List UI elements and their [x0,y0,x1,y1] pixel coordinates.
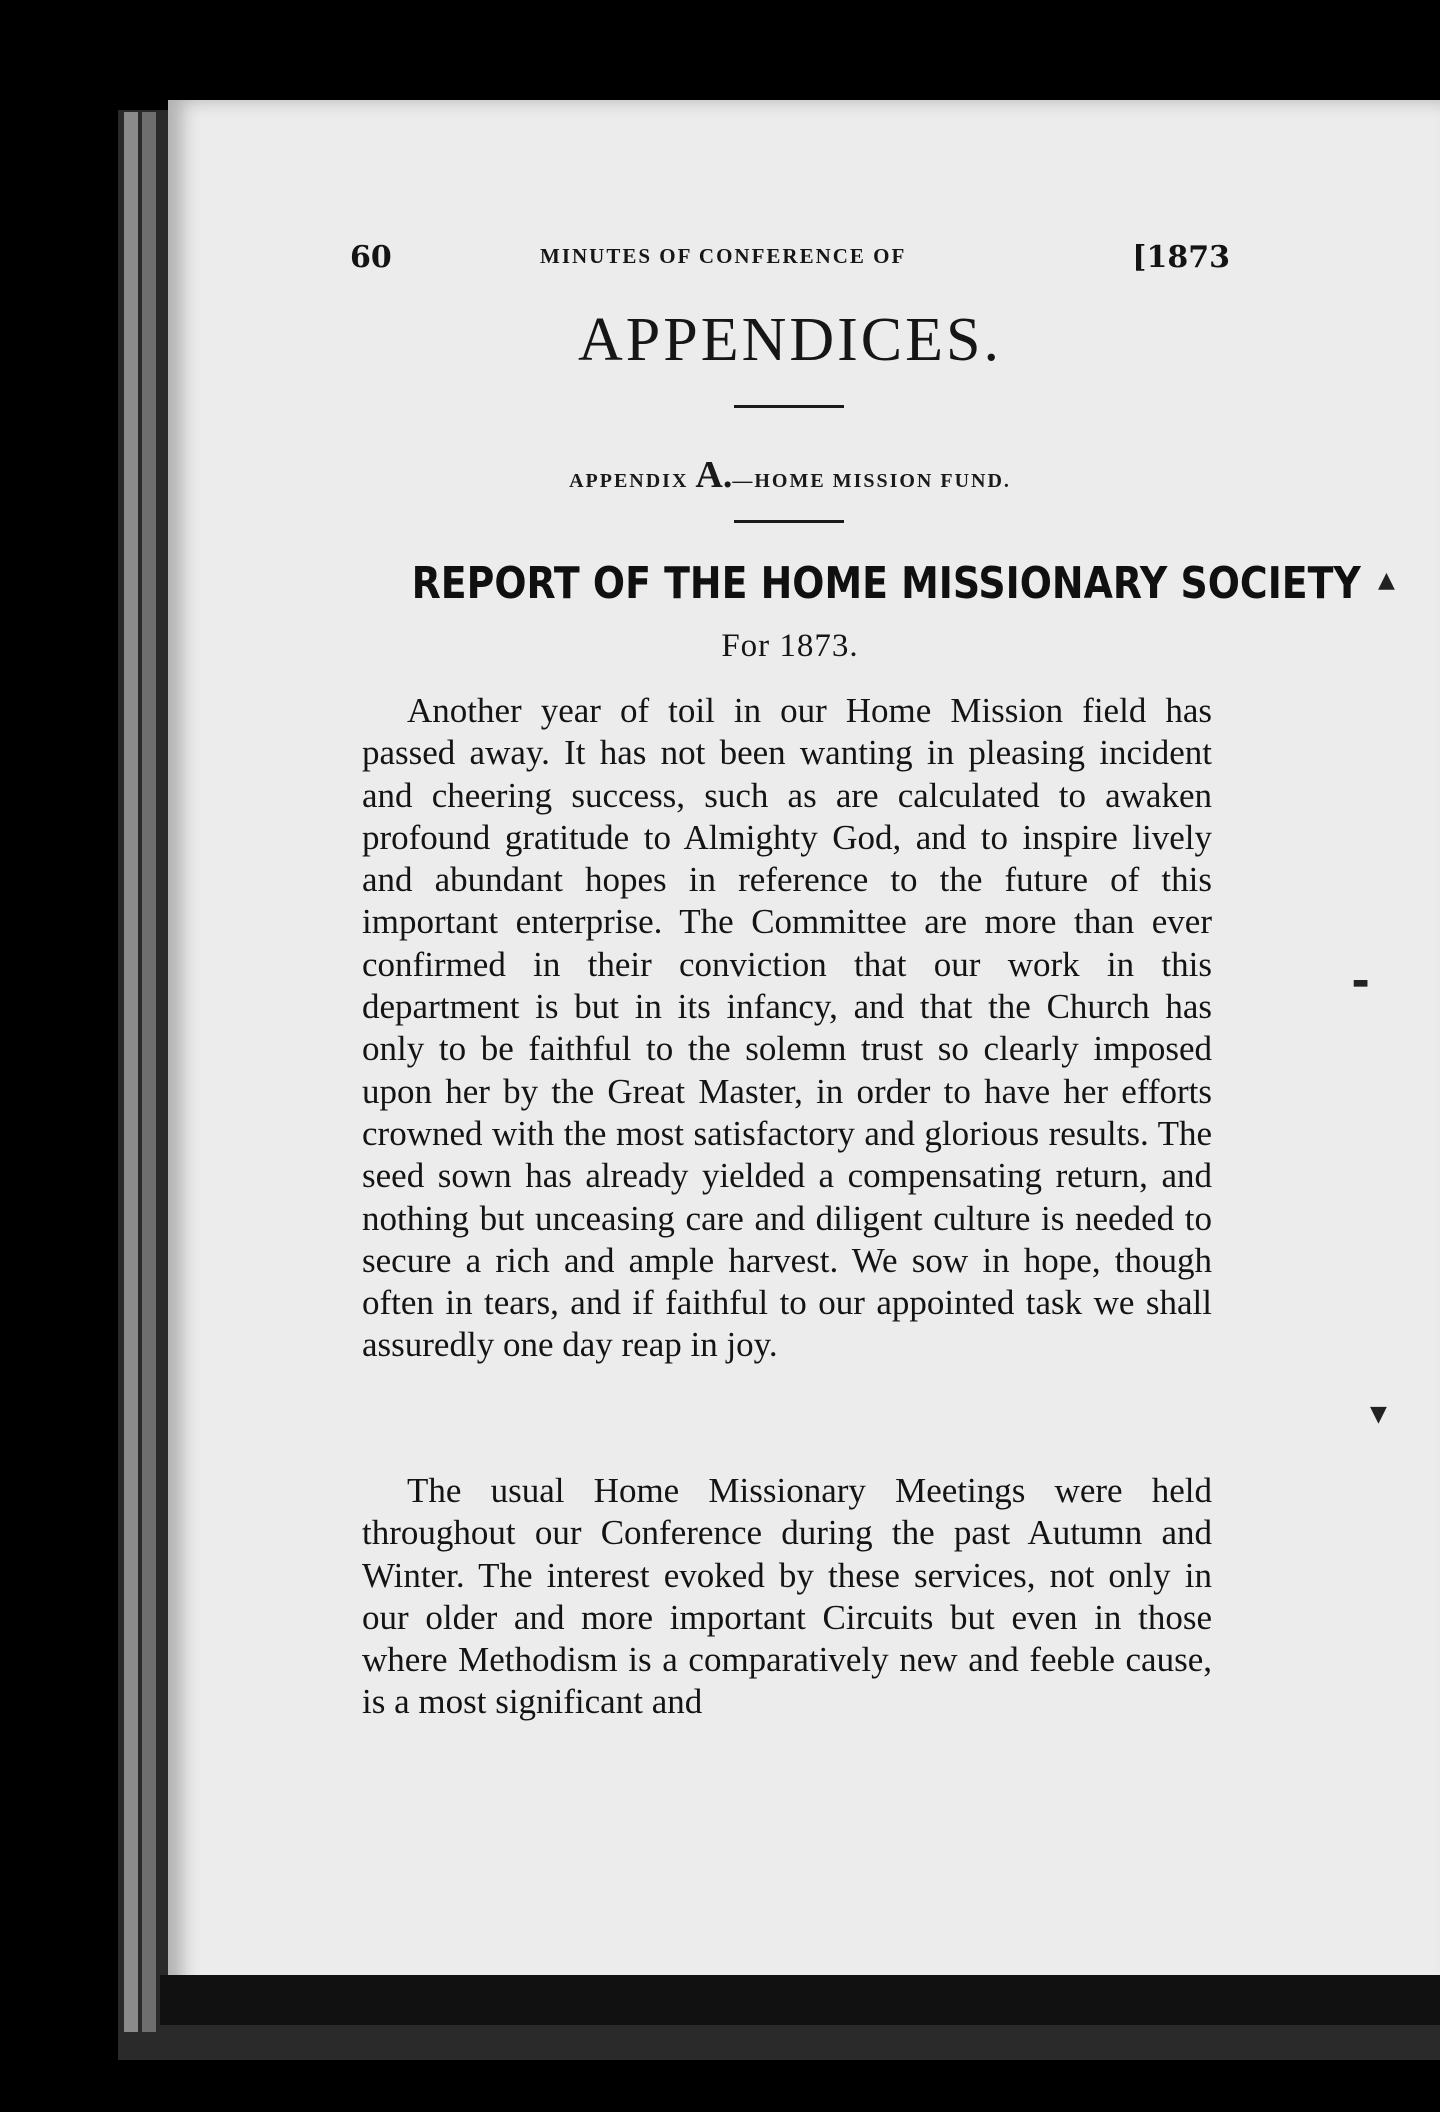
body-paragraph [362,690,1212,1367]
bottom-shadow [160,1975,1440,2025]
appendix-title: —HOME MISSION FUND. [732,470,1011,492]
running-title: MINUTES OF CONFERENCE OF [540,244,907,268]
margin-speck: ▼ [1370,1402,1387,1427]
report-title: REPORT OF THE HOME MISSIONARY SOCIETY [411,558,1361,609]
page-edge [124,112,138,2032]
page-number: 60 [350,240,392,275]
appendix-prefix: APPENDIX [569,470,689,492]
margin-speck: ▬ [1352,972,1370,993]
margin-speck: ▲ [1378,568,1395,593]
running-year: [1873 [1132,240,1230,275]
running-head [350,240,1230,280]
divider-rule [734,520,844,523]
appendix-letter: A. [695,454,733,496]
body-paragraph [362,1470,1212,1724]
page-edge [142,112,156,2032]
paragraph-text: Another year of toil in our Home Mission field has passed away. It has not been wanting in pleasing incident and cheering success, such as are calculated to awaken profound gratitude to Almighty God, and to inspire lively and abundant hopes in reference to the future of this important enterprise. The Committee are more than ever confirmed in their conviction that our work in this department is but in its infancy, and that the Church has only to be faithful to the solemn trust so clearly imposed upon her by the Great Master, in order to have her efforts crowned with the most satisfactory and glorious results. The seed sown has already yielded a compensating return, and nothing but unceasing care and diligent culture is needed to secure a rich and ample harvest. We sow in hope, though often in tears, and if faithful to our appointed task we shall assuredly one day reap in joy. [362,691,1212,1365]
main-heading: APPENDICES. [577,306,1002,374]
report-year: For 1873. [721,628,859,664]
appendix-heading [350,453,1230,497]
paragraph-text: The usual Home Missionary Meetings were held throughout our Conference during the past Autumn and Winter. The interest evoked by these services, not only in our older and more important Circuits but even in those where Methodism is a comparatively new and feeble cause, is a most significant and [362,1471,1212,1722]
divider-rule [734,405,844,408]
